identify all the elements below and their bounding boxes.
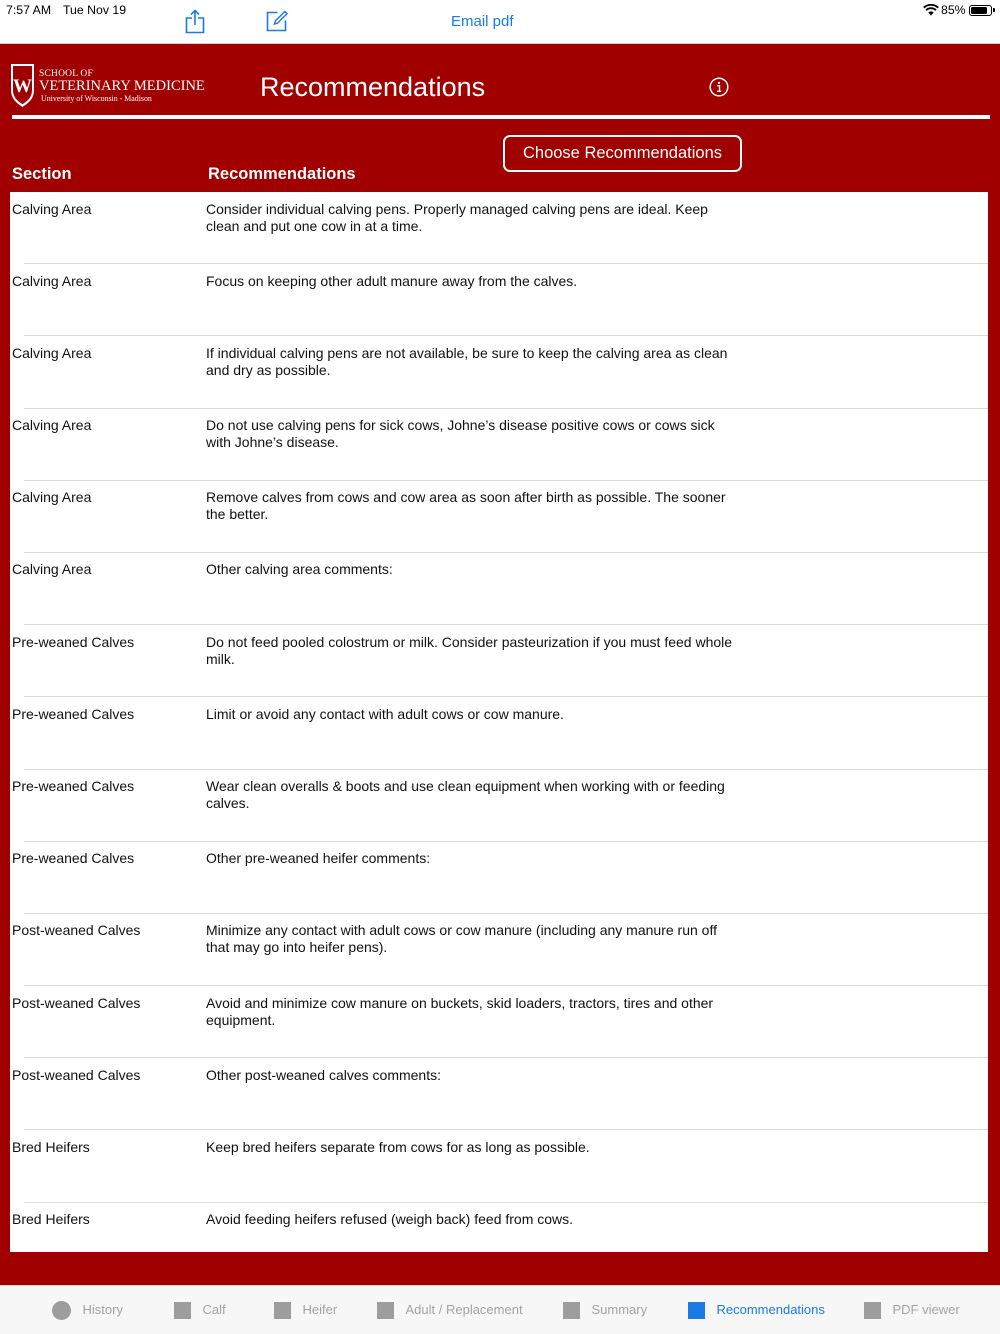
row-section-label: Pre-weaned Calves xyxy=(12,850,135,867)
row-recommendation-text: Do not feed pooled colostrum or milk. Consider pasteurization if you must feed whole milk. xyxy=(206,633,733,667)
row-recommendation-text: Avoid feeding heifers refused (weigh back) feed from cows. xyxy=(206,1211,574,1228)
row-recommendation-text: Other pre-weaned heifer comments: xyxy=(206,850,431,867)
page-title: Recommendations xyxy=(260,72,486,102)
logo-school-of: SCHOOL OF xyxy=(39,69,93,79)
crest-letter: W xyxy=(13,76,32,97)
tab-heifer[interactable] xyxy=(274,1299,337,1321)
status-time: 7:57 AM xyxy=(6,3,52,17)
row-recommendation-text: Limit or avoid any contact with adult cows or cow manure. xyxy=(206,705,564,722)
row-section-label: Calving Area xyxy=(12,272,92,289)
table-row[interactable] xyxy=(10,1130,988,1202)
table-row[interactable] xyxy=(10,697,988,769)
battery-body xyxy=(969,5,992,16)
row-recommendation-text: Minimize any contact with adult cows or cow manure (including any manure run off that may go into heifer pens). xyxy=(206,922,717,956)
table-row[interactable] xyxy=(10,914,988,986)
status-date: Tue Nov 19 xyxy=(63,3,127,17)
heifer-square-icon xyxy=(274,1302,291,1319)
battery-icon xyxy=(969,5,995,16)
uw-crest-logo-icon xyxy=(10,62,35,108)
recommendations-table[interactable] xyxy=(10,192,988,1252)
battery-fill xyxy=(971,7,987,14)
tab-calf[interactable] xyxy=(174,1299,226,1321)
table-row[interactable] xyxy=(10,481,988,553)
table-row[interactable] xyxy=(10,986,988,1058)
top-bar xyxy=(0,0,1000,44)
row-section-label: Calving Area xyxy=(12,344,92,361)
tab-adult-replacement[interactable] xyxy=(377,1299,523,1321)
battery-percentage: 85% xyxy=(941,3,966,17)
header-divider xyxy=(12,115,990,119)
row-section-label: Post-weaned Calves xyxy=(12,922,141,939)
column-header-section: Section xyxy=(12,165,72,183)
share-icon[interactable] xyxy=(185,9,205,34)
row-recommendation-text: Do not use calving pens for sick cows, Johne’s disease positive cows or cows sick with Johne’s disease. xyxy=(206,417,715,451)
table-row[interactable] xyxy=(10,1058,988,1130)
recommendations-square-icon xyxy=(688,1302,705,1319)
tab-label: Calf xyxy=(202,1302,226,1317)
table-row[interactable] xyxy=(10,264,988,336)
tab-label: History xyxy=(82,1302,123,1317)
row-section-label: Calving Area xyxy=(12,489,92,506)
tab-label: Summary xyxy=(591,1302,648,1317)
summary-square-icon xyxy=(563,1302,580,1319)
tab-history[interactable] xyxy=(52,1299,123,1321)
column-header-recommendations: Recommendations xyxy=(208,165,356,183)
email-pdf-button[interactable]: Email pdf xyxy=(451,13,514,30)
row-recommendation-text: If individual calving pens are not available, be sure to keep the calving area as clean and dry as possible. xyxy=(206,344,728,378)
tab-label: Adult / Replacement xyxy=(405,1302,523,1317)
adult-square-icon xyxy=(377,1302,394,1319)
row-recommendation-text: Keep bred heifers separate from cows for as long as possible. xyxy=(206,1138,590,1155)
table-row[interactable] xyxy=(10,1203,988,1252)
info-icon[interactable] xyxy=(709,77,729,97)
row-section-label: Bred Heifers xyxy=(12,1138,90,1155)
calf-square-icon xyxy=(174,1302,191,1319)
tab-pdf-viewer[interactable] xyxy=(864,1299,960,1321)
table-row[interactable] xyxy=(10,842,988,914)
row-section-label: Calving Area xyxy=(12,561,92,578)
table-row[interactable] xyxy=(10,192,988,264)
table-row[interactable] xyxy=(10,336,988,408)
row-recommendation-text: Remove calves from cows and cow area as soon after birth as possible. The sooner the better. xyxy=(206,489,726,523)
row-section-label: Pre-weaned Calves xyxy=(12,705,135,722)
row-recommendation-text: Other calving area comments: xyxy=(206,561,393,578)
row-section-label: Pre-weaned Calves xyxy=(12,633,135,650)
compose-icon[interactable] xyxy=(266,10,288,32)
choose-recommendations-button[interactable]: Choose Recommendations xyxy=(503,135,742,172)
table-row[interactable] xyxy=(10,553,988,625)
table-row[interactable] xyxy=(10,625,988,697)
tab-summary[interactable] xyxy=(563,1299,647,1321)
tab-label: Recommendations xyxy=(716,1302,825,1317)
row-section-label: Post-weaned Calves xyxy=(12,994,141,1011)
pdf-viewer-square-icon xyxy=(864,1302,881,1319)
row-section-label: Calving Area xyxy=(12,200,92,217)
row-section-label: Post-weaned Calves xyxy=(12,1066,141,1083)
row-recommendation-text: Avoid and minimize cow manure on buckets, skid loaders, tractors, tires and other equipment. xyxy=(206,994,714,1028)
row-recommendation-text: Focus on keeping other adult manure away from the calves. xyxy=(206,272,578,289)
row-recommendation-text: Wear clean overalls & boots and use clean equipment when working with or feeding calves. xyxy=(206,778,725,811)
tab-label: Heifer xyxy=(302,1302,338,1317)
recommendations-panel xyxy=(0,44,1000,1285)
tab-label: PDF viewer xyxy=(892,1302,960,1317)
row-section-label: Calving Area xyxy=(12,417,92,434)
table-row[interactable] xyxy=(10,409,988,481)
wifi-icon xyxy=(923,4,939,16)
row-recommendation-text: Other post-weaned calves comments: xyxy=(206,1066,441,1083)
row-section-label: Pre-weaned Calves xyxy=(12,778,135,794)
row-recommendation-text: Consider individual calving pens. Properly managed calving pens are ideal. Keep clean and put one cow in at a time. xyxy=(206,200,708,234)
row-section-label: Bred Heifers xyxy=(12,1211,90,1228)
battery-nub xyxy=(993,8,995,12)
tab-bar xyxy=(0,1285,1000,1334)
history-circle-icon xyxy=(52,1301,71,1320)
logo-university: University of Wisconsin - Madison xyxy=(41,94,152,103)
table-row[interactable] xyxy=(10,770,988,842)
tab-recommendations[interactable] xyxy=(688,1299,825,1321)
logo-veterinary-medicine: VETERINARY MEDICINE xyxy=(39,78,205,94)
